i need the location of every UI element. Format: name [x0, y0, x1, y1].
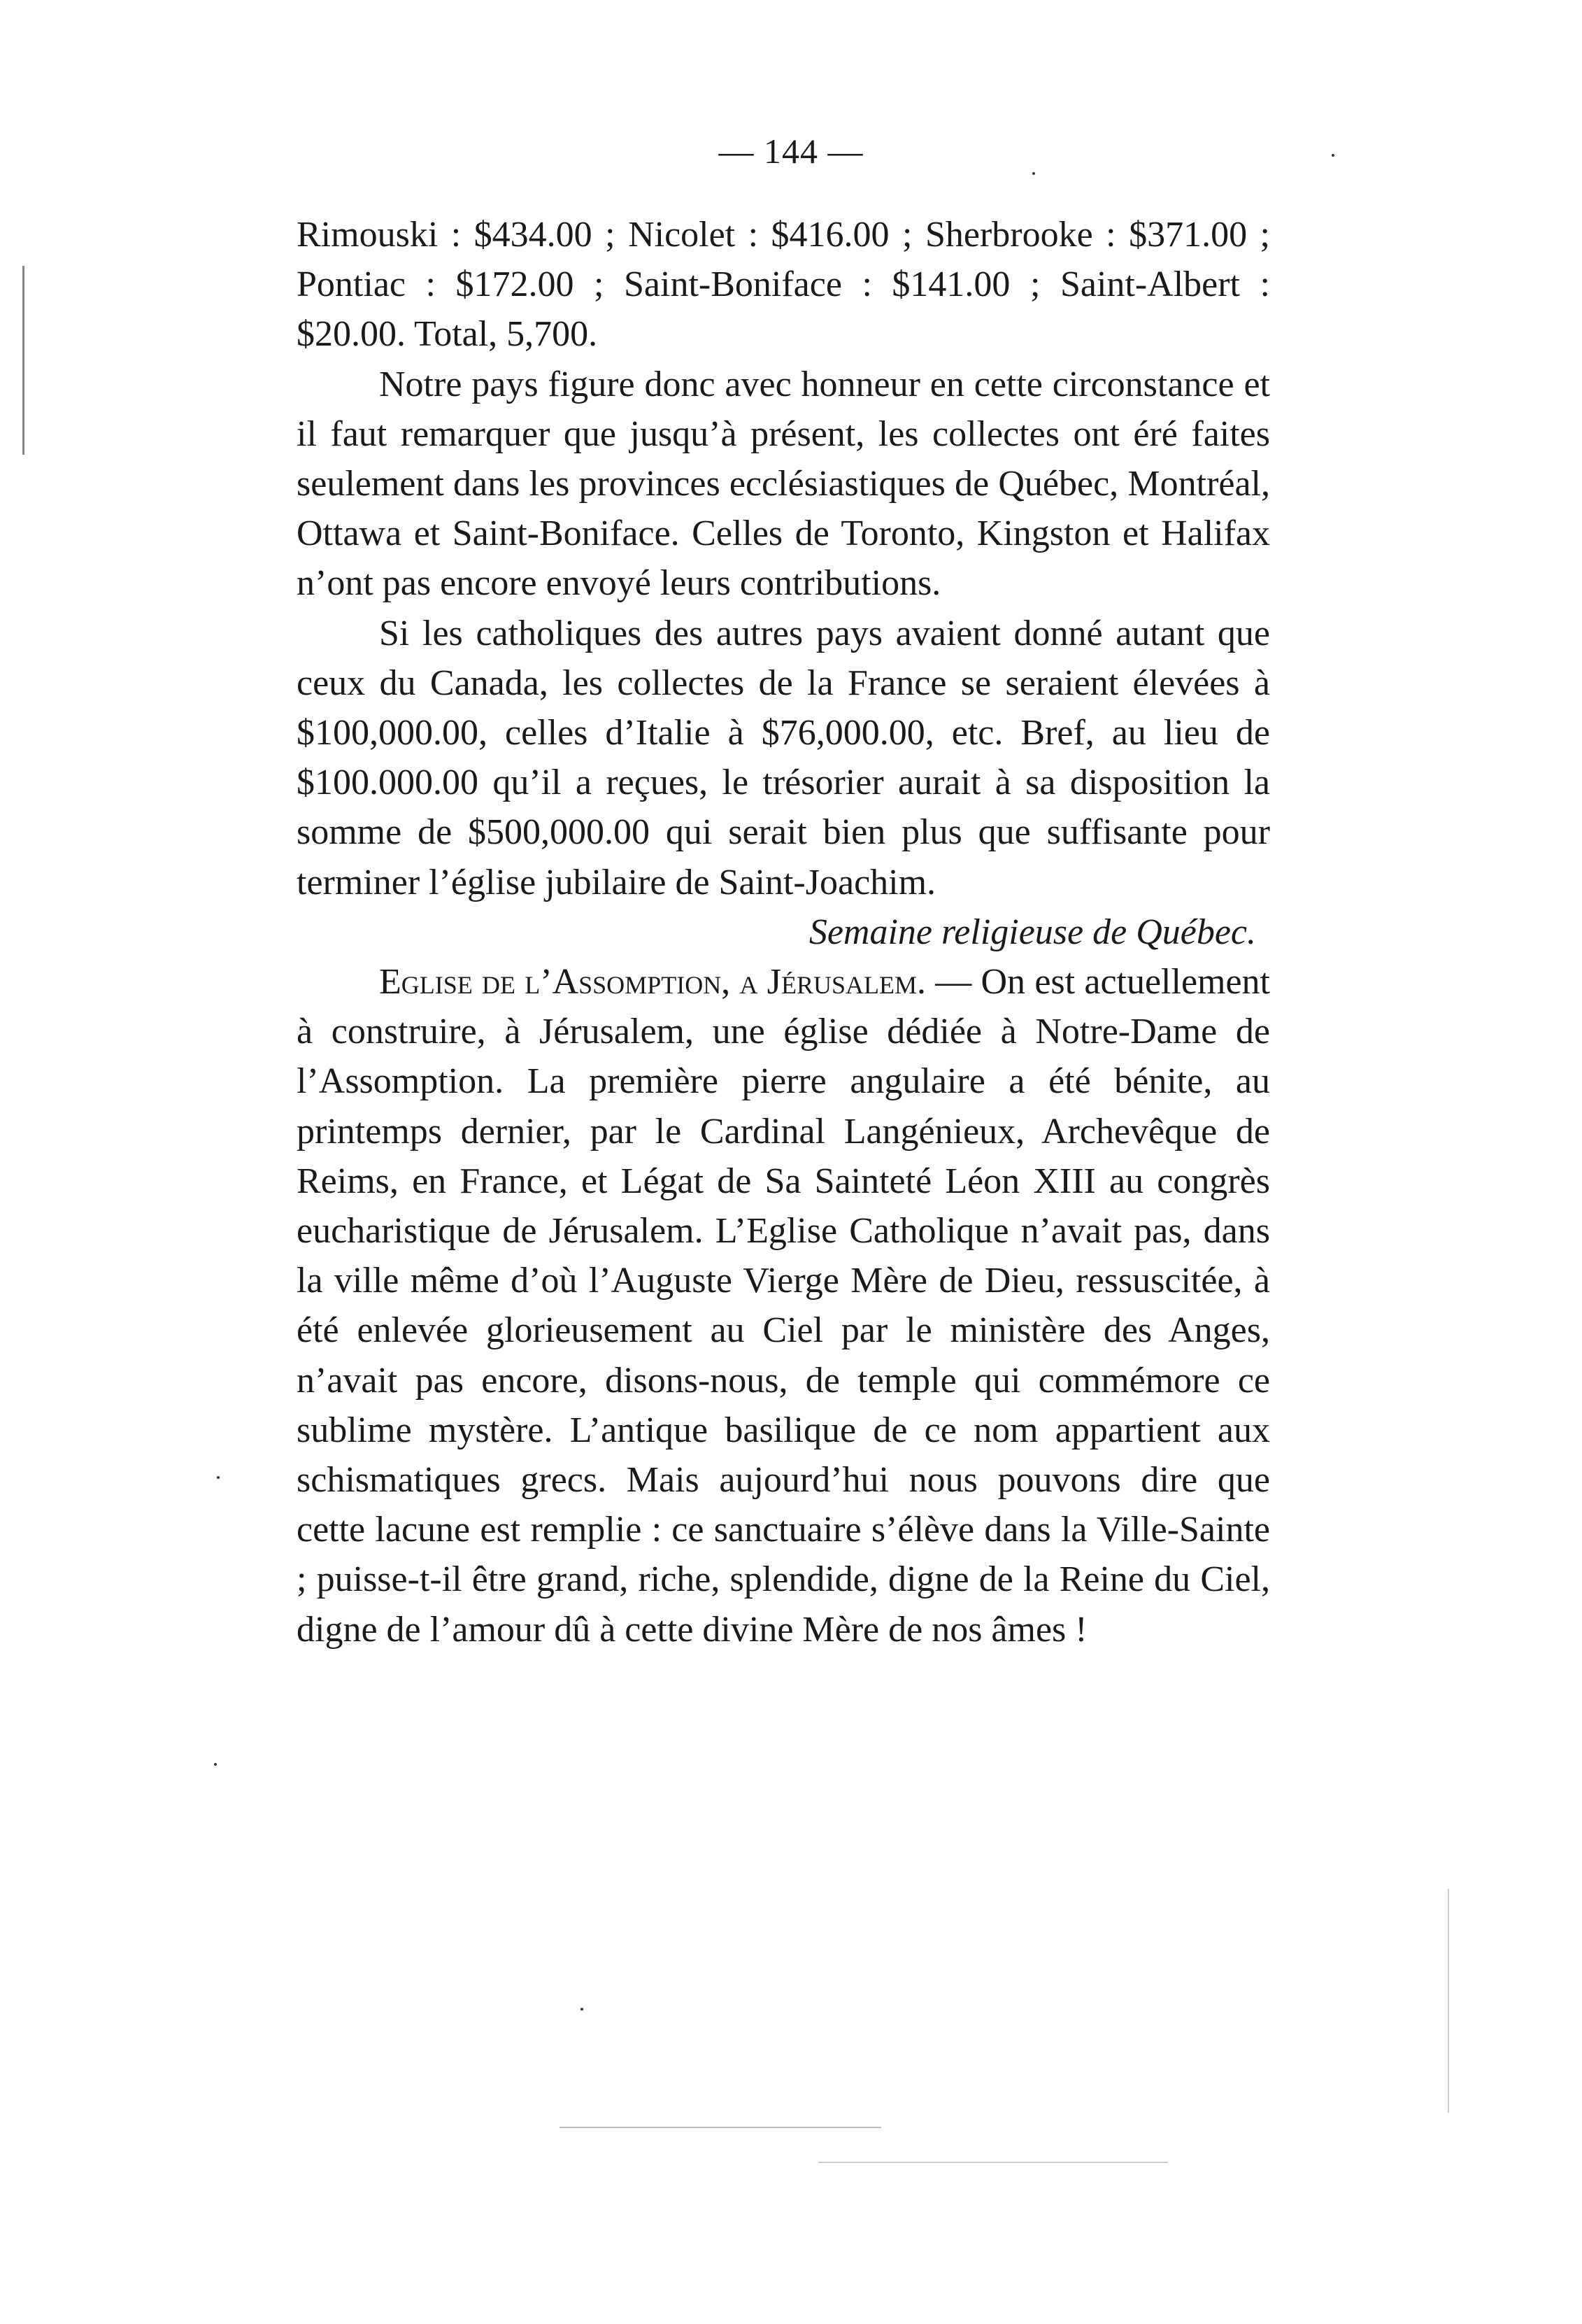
- source-citation: Semaine religieuse de Québec.: [808, 912, 1256, 952]
- scan-artifact-dot: [217, 1476, 220, 1479]
- scan-artifact-right-line: [1448, 1889, 1449, 2113]
- paragraph-assumption-text: — On est actuellement à construire, à Jérusalem, une église dédiée à Notre-Dame de l’Assomption. La première pierre angulaire a été bénite, au printemps dernier, par le Cardinal Langénieux, Archevêque de Reims, en France, et Légat de Sa Sainteté Léon XIII au congrès eucharistique de Jérusalem. L’Eglise Catholique n’avait pas, dans la ville même d’où l’Auguste Vierge Mère de Dieu, ressuscitée, à été enlevée glorieusement au Ciel par le ministère des Anges, n’avait pas encore, disons-nous, de temple qui commémore ce sublime mystère. L’antique basilique de ce nom appartient aux schismatiques grecs. Mais aujourd’hui nous pouvons dire que cette lacune est remplie : ce sanctuaire s’élève dans la Ville-Sainte ; puisse-t-il être grand, riche, splendide, digne de la Reine du Ciel, digne de l’amour dû à cette divine Mère de nos âmes !: [297, 962, 1270, 1650]
- scan-artifact-bottom-dashes-2: [818, 2162, 1168, 2163]
- paragraph-donations-list: Rimouski : $434.00 ; Nicolet : $416.00 ; Sherbrooke : $371.00 ; Pontiac : $172.00 ; Saint-Boniface : $141.00 ; Saint-Albert : $20.00. Total, 5,700.: [297, 215, 1270, 355]
- paragraph-assumption-church: [297, 957, 1270, 1655]
- page-number: — 144 —: [718, 132, 864, 171]
- scan-artifact-left-line: [22, 266, 24, 455]
- scan-artifact-dot: [214, 1763, 217, 1766]
- body-text: [297, 210, 1270, 1655]
- section-heading: Eglise de l’Assomption, a Jérusalem.: [379, 962, 926, 1002]
- paragraph-canada-honor: Notre pays figure donc avec honneur en cette circonstance et il faut remarquer que jusqu’à présent, les collectes ont éré faites seulement dans les provinces ecclésiastiques de Québec, Montréal, Ottawa et Saint-Boniface. Celles de Toronto, Kingston et Halifax n’ont pas encore envoyé leurs contributions.: [297, 364, 1270, 604]
- scan-artifact-dot: [580, 2008, 583, 2011]
- scan-artifact-dot: [1332, 154, 1334, 157]
- scan-artifact-dot: [1032, 172, 1035, 175]
- paragraph-other-countries: Si les catholiques des autres pays avaient donné autant que ceux du Canada, les collectes de la France se seraient élevées à $100,000.00, celles d’Italie à $76,000.00, etc. Bref, au lieu de $100.000.00 qu’il a reçues, le trésorier aurait à sa disposition la somme de $500,000.00 qui serait bien plus que suffisante pour terminer l’église jubilaire de Saint-Joachim.: [297, 613, 1270, 902]
- scan-artifact-bottom-dashes: [560, 2127, 881, 2128]
